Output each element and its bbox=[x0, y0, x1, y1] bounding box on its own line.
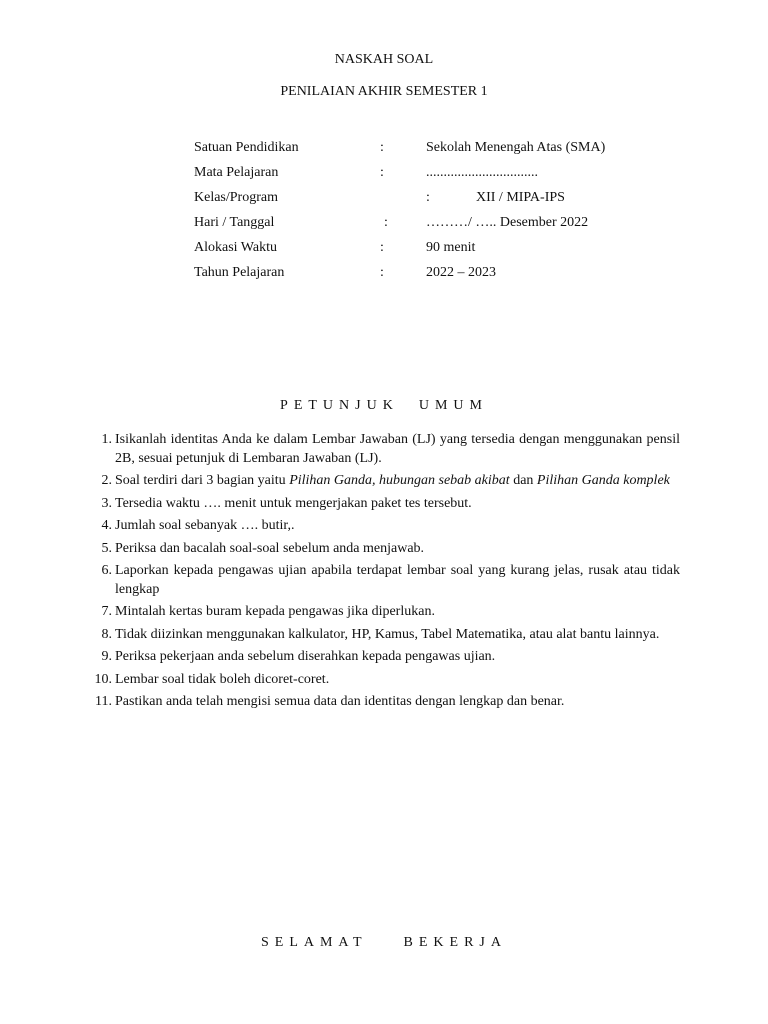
list-item-text: Periksa dan bacalah soal-soal sebelum anda menjawab. bbox=[115, 540, 425, 556]
info-row-hari-tanggal bbox=[194, 214, 674, 234]
list-item-text: Mintalah kertas buram kepada pengawas jika diperlukan. bbox=[115, 604, 435, 619]
instructions-heading bbox=[0, 397, 768, 415]
list-item bbox=[90, 495, 680, 514]
info-colon: : bbox=[380, 140, 384, 155]
info-value: ................................ bbox=[426, 165, 538, 180]
closing-word-1: SELAMAT bbox=[260, 935, 368, 950]
list-item bbox=[90, 648, 680, 667]
list-item bbox=[90, 517, 680, 536]
info-row-mata-pelajaran bbox=[194, 164, 674, 184]
list-item bbox=[90, 693, 680, 712]
info-row-satuan-pendidikan bbox=[194, 139, 674, 159]
info-colon: : bbox=[384, 215, 388, 230]
list-item-number: 9. bbox=[101, 649, 112, 664]
list-item-text-mid: dan bbox=[509, 473, 537, 488]
list-item-emphasis: Pilihan Ganda, hubungan sebab akibat bbox=[289, 473, 510, 488]
info-value: 90 menit bbox=[426, 240, 476, 255]
document-title: NASKAH SOAL bbox=[334, 52, 434, 67]
list-item-text: Periksa pekerjaan anda sebelum diserahkan kepada pengawas ujian. bbox=[115, 649, 496, 664]
info-row-tahun-pelajaran bbox=[194, 264, 674, 284]
list-item-text: Tidak diizinkan menggunakan kalkulator, HP, Kamus, Tabel Matematika, atau alat bantu lainnya. bbox=[115, 626, 660, 642]
info-label: Hari / Tanggal bbox=[194, 215, 275, 230]
list-item-number: 1. bbox=[101, 432, 112, 447]
info-label: Mata Pelajaran bbox=[194, 165, 279, 180]
list-item-number: 4. bbox=[101, 518, 112, 533]
list-item-text-pre: Soal terdiri dari 3 bagian yaitu bbox=[115, 473, 290, 488]
list-item-text: Isikanlah identitas Anda ke dalam Lembar Jawaban (LJ) yang tersedia dengan menggunakan pensil 2B, sesuai petunjuk di Lembaran Jawaban (LJ). bbox=[115, 432, 680, 466]
list-item-number: 10. bbox=[94, 671, 112, 687]
list-item-text: Jumlah soal sebanyak …. butir,. bbox=[115, 518, 295, 533]
info-colon: : bbox=[380, 265, 384, 280]
info-value: XII / MIPA-IPS bbox=[476, 190, 565, 205]
list-item bbox=[90, 562, 680, 599]
list-item-text bbox=[115, 473, 670, 488]
list-item bbox=[90, 671, 680, 690]
list-item bbox=[90, 540, 680, 559]
list-item-number: 8. bbox=[101, 626, 112, 642]
info-value: ………/ ….. Desember 2022 bbox=[426, 215, 589, 230]
closing-greeting bbox=[0, 934, 768, 952]
instructions-heading-word-2: UMUM bbox=[418, 398, 488, 413]
list-item-text: Tersedia waktu …. menit untuk mengerjakan paket tes tersebut. bbox=[115, 495, 472, 511]
list-item-number: 7. bbox=[101, 604, 112, 619]
list-item-text: Lembar soal tidak boleh dicoret-coret. bbox=[115, 671, 330, 687]
info-label: Alokasi Waktu bbox=[194, 240, 277, 255]
list-item-number: 11. bbox=[95, 694, 112, 709]
info-label: Tahun Pelajaran bbox=[194, 265, 285, 280]
list-item bbox=[90, 603, 680, 622]
list-item bbox=[90, 472, 680, 491]
list-item bbox=[90, 431, 680, 468]
list-item-number: 3. bbox=[101, 495, 112, 511]
info-value: 2022 – 2023 bbox=[426, 265, 496, 280]
info-value: Sekolah Menengah Atas (SMA) bbox=[426, 140, 606, 155]
list-item-emphasis: Pilihan Ganda komplek bbox=[536, 473, 670, 488]
info-colon: : bbox=[380, 240, 384, 255]
list-item-text: Laporkan kepada pengawas ujian apabila terdapat lembar soal yang kurang jelas, rusak atau tidak lengkap bbox=[115, 563, 680, 597]
info-colon: : bbox=[380, 165, 384, 180]
info-label: Satuan Pendidikan bbox=[194, 140, 299, 155]
info-colon: : bbox=[426, 190, 430, 205]
document-subtitle: PENILAIAN AKHIR SEMESTER 1 bbox=[280, 84, 488, 99]
list-item-number: 5. bbox=[101, 540, 112, 556]
info-row-alokasi-waktu bbox=[194, 239, 674, 259]
closing-word-2: BEKERJA bbox=[403, 935, 507, 950]
list-item bbox=[90, 626, 680, 645]
list-item-number: 6. bbox=[101, 563, 112, 578]
list-item-number: 2. bbox=[101, 473, 112, 488]
instructions-list bbox=[90, 431, 680, 716]
instructions-heading-word-1: PETUNJUK bbox=[280, 398, 399, 413]
info-label: Kelas/Program bbox=[194, 190, 278, 205]
info-row-kelas-program bbox=[194, 189, 674, 209]
list-item-text: Pastikan anda telah mengisi semua data dan identitas dengan lengkap dan benar. bbox=[115, 694, 565, 709]
